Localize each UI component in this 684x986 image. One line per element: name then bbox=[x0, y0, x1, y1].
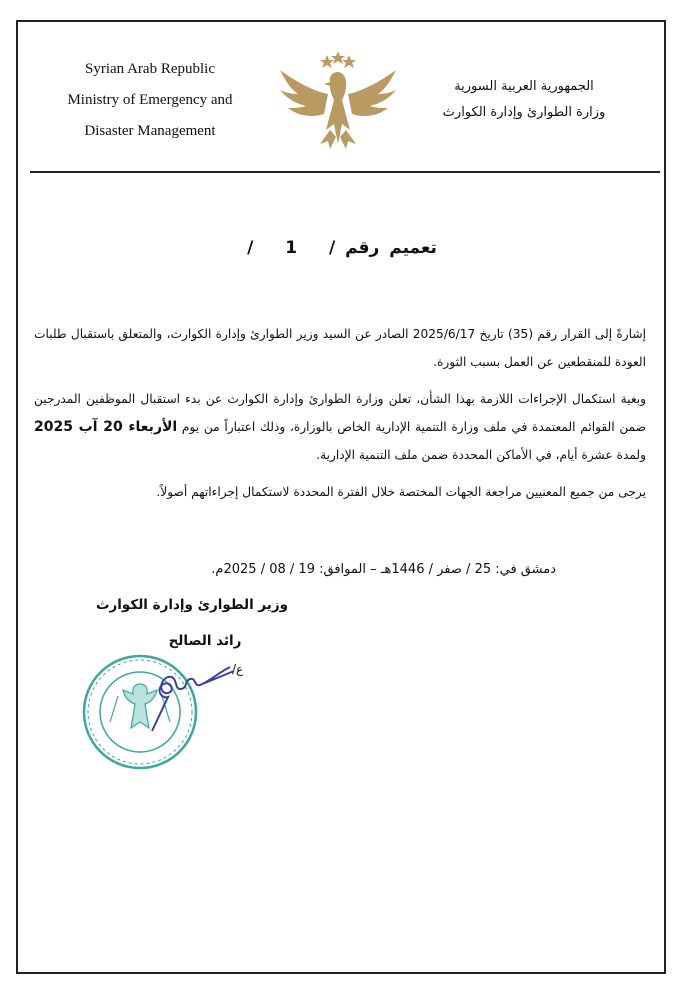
eagle-emblem-icon bbox=[276, 52, 400, 152]
header-english-line: Disaster Management bbox=[84, 123, 216, 139]
circular-slash: / bbox=[247, 238, 254, 258]
header-arabic-line: وزارة الطوارئ وإدارة الكوارث bbox=[442, 105, 606, 120]
header-english-line: Ministry of Emergency and bbox=[67, 92, 233, 108]
header-arabic-line: الجمهورية العربية السورية bbox=[454, 79, 594, 94]
circular-title bbox=[0, 238, 684, 258]
paragraph-text: ولمدة عشرة أيام، في الأماكن المحددة ضمن ملف التنمية الإدارية. bbox=[316, 448, 646, 462]
document-body bbox=[34, 320, 646, 515]
signature-icon bbox=[130, 655, 240, 745]
paragraph-text: وبغية استكمال الإجراءات اللازمة بهذا الشأن، تعلن وزارة الطوارئ وإدارة الكوارث عن بدء استقبال الموظفين المدرجين ضمن القوائم المعتمدة في ملف وزارة التنمية الإدارية الخاص بالوزارة، وذلك اعتباراً من يوم bbox=[34, 392, 647, 434]
header-english bbox=[40, 54, 260, 147]
circular-number: 1 bbox=[285, 238, 298, 258]
circular-label: تعميم رقم / bbox=[328, 238, 437, 258]
signatory-title: وزير الطوارئ وإدارة الكوارث bbox=[95, 597, 289, 613]
paragraph bbox=[34, 385, 646, 469]
header-arabic bbox=[424, 74, 624, 126]
start-date-bold: الأربعاء 20 آب 2025 bbox=[34, 419, 178, 435]
paragraph: يرجى من جميع المعنيين مراجعة الجهات المختصة خلال الفترة المحددة لاستكمال إجراءاتهم أصولاً. bbox=[156, 485, 646, 499]
on-behalf-mark: ع/ bbox=[232, 662, 244, 676]
date-line: دمشق في: 25 / صفر / 1446هـ – الموافق: 19 / 08 / 2025م. bbox=[211, 562, 556, 577]
signatory-name: رائد الصالح bbox=[168, 633, 242, 649]
paragraph: إشارةً إلى القرار رقم (35) تاريخ 2025/6/17 الصادر عن السيد وزير الطوارئ وإدارة الكوارث، والمتعلق باستقبال طلبات العودة للمنقطعين عن العمل بسبب الثورة. bbox=[34, 327, 646, 369]
header-english-line: Syrian Arab Republic bbox=[85, 61, 215, 77]
header-divider bbox=[30, 171, 660, 173]
